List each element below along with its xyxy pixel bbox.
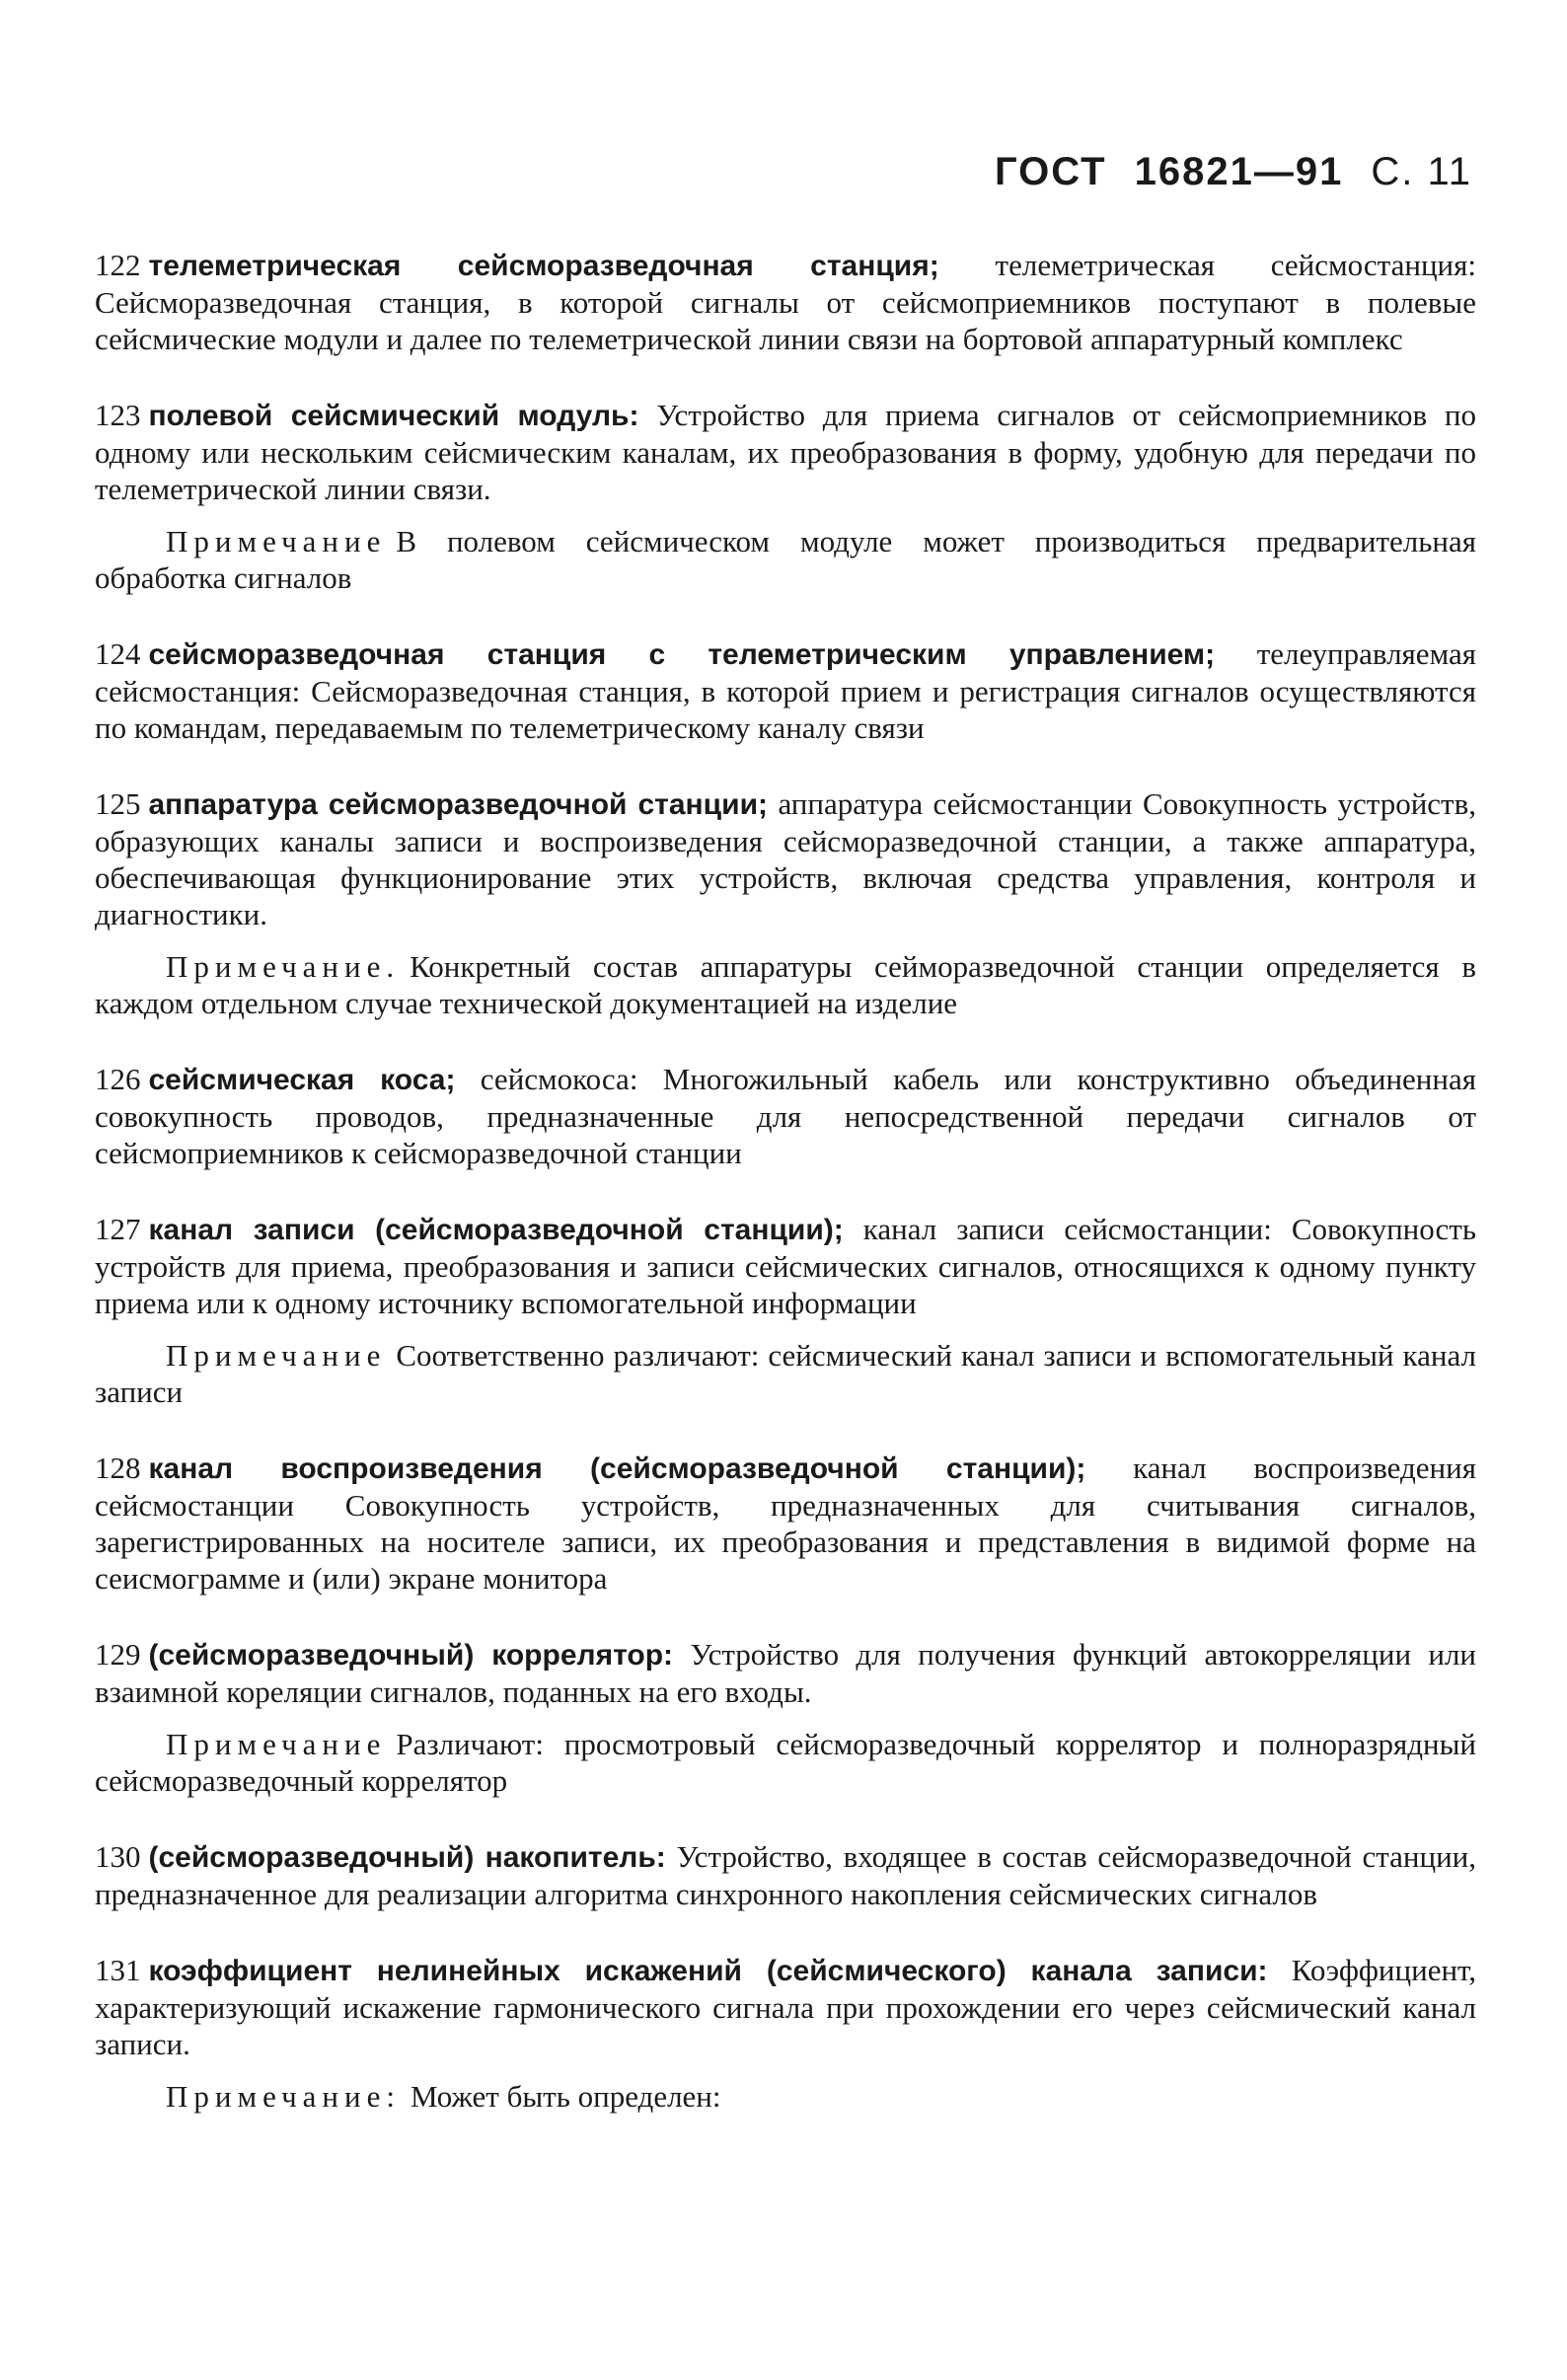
term-entry-128 <box>95 1450 1476 1597</box>
term-entry-131 <box>95 1952 1476 2062</box>
term-number: 128 <box>95 1450 141 1485</box>
term-name: сейсмическая коса; <box>148 1064 456 1096</box>
term-definition: Устройство, входящее в состав сейсморазведочной станции, предназначенное для реализации алгоритма синхронного накопления сейсмических сигналов <box>95 1839 1476 1911</box>
term-entry-124 <box>95 635 1476 746</box>
standard-number: 16821—91 <box>1134 150 1344 193</box>
term-definition: Устройство для получения функций автокорреляции или взаимной кореляции сигналов, поданных на его входы. <box>95 1637 1477 1709</box>
term-note-123 <box>95 523 1476 596</box>
term-definition: канал записи сейсмостанции: Совокупность устройств для приема, преобразования и записи сейсмических сигналов, относящихся к одному пункту приема или к одному источнику вспомогательной информации <box>95 1212 1476 1320</box>
term-entry-127 <box>95 1211 1476 1321</box>
page-header <box>995 150 1472 194</box>
term-number: 130 <box>95 1839 141 1874</box>
term-name: канал воспроизведения (сейсморазведочной станции); <box>148 1452 1086 1485</box>
note-label: Примечание <box>166 1338 387 1373</box>
term-number: 127 <box>95 1212 141 1246</box>
note-label: Примечание <box>166 524 387 558</box>
term-definition: Коэффициент, характеризующий искажение гармонического сигнала при прохождении его через сейсмический канал записи. <box>95 1953 1477 2061</box>
term-number: 123 <box>95 398 141 432</box>
term-definition: сейсмокоса: Многожильный кабель или конструктивно объединенная совокупность проводов, предназначенные для непосредственной передачи сигналов от сейсмоприемников к сейсморазведочной станции <box>95 1062 1476 1170</box>
note-text: Может быть определен: <box>410 2079 721 2114</box>
term-number: 122 <box>95 248 141 282</box>
term-name: сейсморазведочная станция с телеметрическим управлением; <box>148 638 1216 671</box>
term-number: 131 <box>95 1953 141 1987</box>
term-name: (сейсморазведочный) накопитель: <box>148 1841 666 1874</box>
note-label: Примечание <box>166 1727 387 1761</box>
term-entry-126 <box>95 1061 1476 1171</box>
note-text: В полевом сейсмическом модуле может производиться предварительная обработка сигналов <box>95 524 1476 595</box>
term-name: (сейсморазведочный) коррелятор: <box>148 1639 674 1672</box>
term-name: коэффициент нелинейных искажений (сейсмического) канала записи: <box>148 1955 1268 1987</box>
term-note-131 <box>95 2078 1476 2115</box>
term-entry-129 <box>95 1636 1476 1710</box>
term-name: канал записи (сейсморазведочной станции); <box>148 1214 844 1246</box>
term-number: 124 <box>95 636 141 671</box>
standard-label: ГОСТ <box>995 150 1107 193</box>
term-note-125 <box>95 948 1476 1021</box>
term-entry-123 <box>95 397 1476 507</box>
term-name: аппаратура сейсморазведочной станции; <box>148 788 768 821</box>
note-text: Различают: просмотровый сейсморазведочный коррелятор и полноразрядный сейсморазведочный коррелятор <box>95 1727 1476 1798</box>
term-entry-122 <box>95 247 1476 357</box>
term-name: полевой сейсмический модуль: <box>148 400 639 432</box>
term-name: телеметрическая сейсморазведочная станция; <box>148 250 939 282</box>
note-text: Конкретный состав аппаратуры сейморазведочной станции определяется в каждом отдельном случае технической документацией на изделие <box>95 949 1476 1020</box>
term-note-129 <box>95 1726 1476 1799</box>
term-note-127 <box>95 1337 1476 1410</box>
note-text: Соответственно различают: сейсмический канал записи и вспомогательный канал записи <box>95 1338 1476 1409</box>
page-number: С. 11 <box>1371 150 1472 193</box>
term-definition: телеуправляемая сейсмостанция: Сейсморазведочная станция, в которой прием и регистрация сигналов осуществляются по командам, передаваемым по телеметрическому каналу связи <box>95 636 1476 745</box>
term-entry-125 <box>95 785 1476 932</box>
term-definition: аппаратура сейсмостанции Совокупность устройств, образующих каналы записи и воспроизведения сейсморазведочной станции, а также аппаратура, обеспечивающая функционирование этих устройств, включая средства управления, контроля и диагностики. <box>95 786 1476 931</box>
note-label: Примечание: <box>166 2079 401 2114</box>
term-definition: Устройство для приема сигналов от сейсмоприемников по одному или нескольким сейсмическим каналам, их преобразования в форму, удобную для передачи по телеметрической линии связи. <box>95 398 1476 506</box>
document-body <box>95 247 1476 2154</box>
term-definition: телеметрическая сейсмостанция: Сейсморазведочная станция, в которой сигналы от сейсмоприемников поступают в полевые сейсмические модули и далее по телеметрической линии связи на бортовой аппаратурный комплекс <box>95 248 1477 356</box>
term-definition: канал воспроизведения сейсмостанции Совокупность устройств, предназначенных для считывания сигналов, зарегистрированных на носителе записи, их преобразования и представления в видимой форме на сеисмограмме и (или) экране монитора <box>95 1450 1477 1596</box>
term-number: 125 <box>95 786 141 821</box>
note-label: Примечание. <box>166 949 401 984</box>
term-entry-130 <box>95 1838 1476 1912</box>
term-number: 126 <box>95 1062 141 1096</box>
term-number: 129 <box>95 1637 141 1672</box>
